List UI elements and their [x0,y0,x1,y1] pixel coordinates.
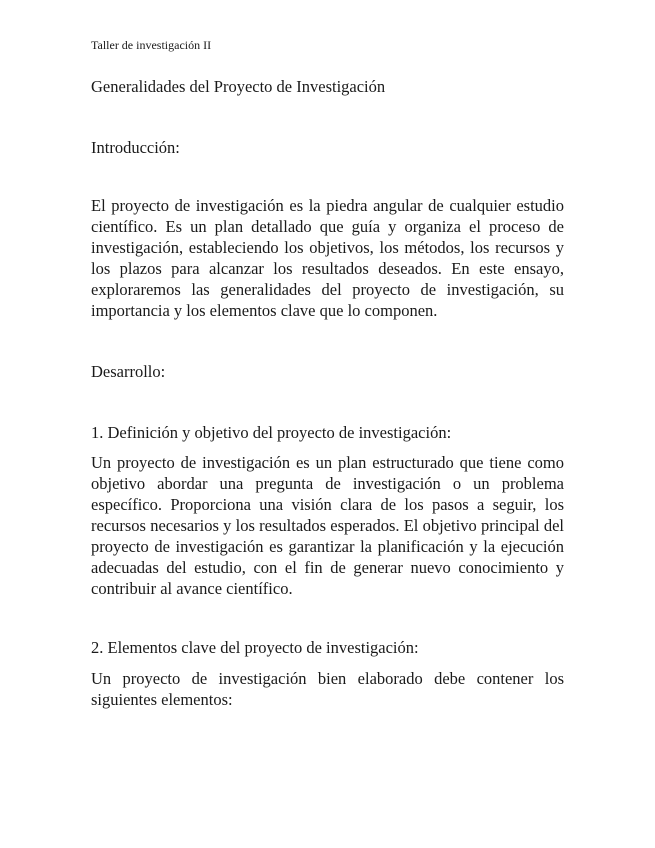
section-1-heading: 1. Definición y objetivo del proyecto de investigación: [91,423,452,442]
section-1-paragraph: Un proyecto de investigación es un plan estructurado que tiene como objetivo abordar una pregunta de investigación o un problema específico. Proporciona una visión clara de los pasos a seguir, los recursos necesarios y los resultados esperados. El objetivo principal del proyecto de investigación es garantizar la planificación y la ejecución adecuadas del estudio, con el fin de generar nuevo conocimiento y contribuir al avance científico. [91,453,564,598]
section-2-heading: 2. Elementos clave del proyecto de investigación: [91,638,419,657]
section-2-paragraph: Un proyecto de investigación bien elaborado debe contener los siguientes elementos: [91,669,564,709]
introduction-paragraph: El proyecto de investigación es la piedra angular de cualquier estudio científico. Es un plan detallado que guía y organiza el proceso de investigación, estableciendo los objetivos, los métodos, los recursos y los plazos para alcanzar los resultados deseados. En este ensayo, exploraremos las generalidades del proyecto de investigación, su importancia y los elementos clave que lo componen. [91,196,564,320]
running-header: Taller de investigación II [91,38,212,52]
introduction-heading: Introducción: [91,138,180,157]
document-title: Generalidades del Proyecto de Investigación [91,77,386,96]
development-heading: Desarrollo: [91,362,166,381]
